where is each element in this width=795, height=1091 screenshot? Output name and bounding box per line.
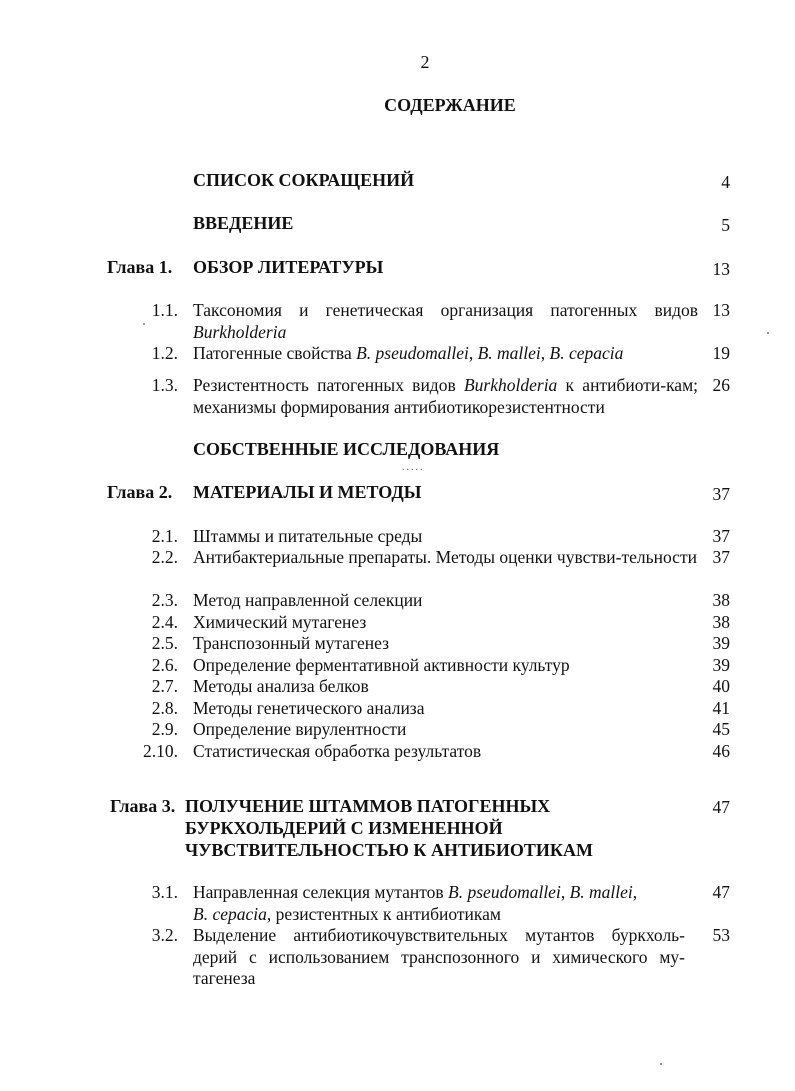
toc-ch2-page: 37 (712, 484, 730, 504)
page-title: СОДЕРЖАНИЕ (384, 95, 516, 115)
toc-2-8-page: 41 (712, 698, 730, 718)
toc-ch3-title-line-2[interactable]: БУРКХОЛЬДЕРИЙ С ИЗМЕНЕННОЙ (185, 818, 503, 838)
toc-2-6-num: 2.6. (151, 655, 178, 675)
toc-2-1-text[interactable]: Штаммы и питательные среды (193, 526, 423, 546)
toc-1-3-text-post: к антибиоти-кам; механизмы формирования антибиотикорезистентности (193, 375, 699, 417)
toc-3-1-text-main: Направленная селекция мутантов (193, 882, 449, 902)
toc-ch3-label: Глава 3. (110, 796, 176, 816)
toc-1-2-species-1: B. pseudomallei (356, 343, 469, 363)
toc-1-3-text-main: Резистентность патогенных видов (193, 375, 464, 395)
toc-2-9-page: 45 (712, 719, 730, 739)
toc-3-1-species-2: B. mallei (569, 882, 633, 902)
toc-1-3-num: 1.3. (151, 375, 178, 395)
toc-3-2-page: 53 (712, 925, 730, 945)
toc-ch3-page: 47 (712, 797, 730, 817)
toc-1-3-text[interactable] (193, 375, 698, 418)
toc-1-2-species-3: B. cepacia (549, 343, 624, 363)
toc-abbrev-page: 4 (721, 172, 730, 192)
toc-2-2-text[interactable]: Антибактериальные препараты. Методы оценки чувстви-тельности (193, 547, 697, 567)
toc-2-4-text[interactable]: Химический мутагенез (193, 612, 367, 632)
toc-2-4-page: 38 (712, 612, 730, 632)
toc-1-2-sep-1: , (468, 343, 478, 363)
toc-1-1-genus: Burkholderia (193, 321, 287, 342)
toc-2-5-page: 39 (712, 633, 730, 653)
toc-1-3-genus: Burkholderia (463, 375, 558, 395)
toc-2-8-num: 2.8. (151, 698, 178, 718)
scan-speck (143, 323, 145, 325)
toc-3-1-species-1: B. pseudomallei (448, 882, 561, 902)
toc-3-2-text[interactable]: Выделение антибиотикочувствительных мутантов буркхоль-дерий с использованием транспозонного и химического му-тагенеза (193, 925, 685, 988)
toc-2-6-text[interactable]: Определение ферментативной активности культур (193, 655, 570, 675)
toc-ch1-title[interactable]: ОБЗОР ЛИТЕРАТУРЫ (193, 257, 384, 277)
toc-3-1-num: 3.1. (151, 882, 178, 902)
toc-2-9-text[interactable]: Определение вирулентности (193, 719, 407, 739)
toc-1-2-text[interactable] (193, 343, 623, 365)
toc-3-1-sep-1: , (560, 882, 570, 902)
toc-2-3-text[interactable]: Метод направленной селекции (193, 590, 423, 610)
toc-3-2-num: 3.2. (151, 925, 178, 945)
toc-abbrev-title[interactable]: СПИСОК СОКРАЩЕНИЙ (193, 170, 415, 190)
toc-2-10-page: 46 (712, 741, 730, 761)
toc-1-2-text-main: Патогенные свойства (193, 343, 357, 363)
toc-2-3-num: 2.3. (151, 590, 178, 610)
decorative-dots: ..... (402, 462, 425, 473)
page-number: 2 (420, 52, 430, 72)
toc-intro-title[interactable]: ВВЕДЕНИЕ (193, 213, 294, 233)
toc-1-1-num: 1.1. (151, 300, 178, 320)
toc-2-9-num: 2.9. (151, 719, 178, 739)
toc-ch2-label: Глава 2. (107, 482, 173, 502)
toc-ch3-title-line-3[interactable]: ЧУВСТВИТЕЛЬНОСТЬЮ К АНТИБИОТИКАМ (185, 840, 593, 860)
toc-1-1-page: 13 (712, 300, 730, 320)
toc-2-2-page: 37 (712, 547, 730, 567)
toc-1-2-sep-2: , (540, 343, 550, 363)
toc-2-7-page: 40 (712, 676, 730, 696)
toc-1-2-num: 1.2. (151, 343, 178, 363)
toc-intro-page: 5 (721, 215, 730, 235)
toc-2-2-num: 2.2. (151, 547, 178, 567)
scan-speck (767, 332, 769, 334)
toc-1-1-text[interactable] (193, 300, 698, 343)
toc-2-5-text[interactable]: Транспозонный мутагенез (193, 633, 390, 653)
toc-2-6-page: 39 (712, 655, 730, 675)
toc-3-1-text[interactable] (193, 882, 683, 925)
toc-2-10-num: 2.10. (143, 741, 178, 761)
toc-1-2-species-2: B. mallei (477, 343, 541, 363)
toc-2-5-num: 2.5. (151, 633, 178, 653)
toc-1-1-text-main: Таксономия и генетическая организация патогенных видов (193, 300, 698, 320)
toc-ch1-page: 13 (712, 259, 730, 279)
toc-1-3-page: 26 (712, 375, 730, 395)
toc-ch3-title-line-1[interactable]: ПОЛУЧЕНИЕ ШТАММОВ ПАТОГЕННЫХ (185, 796, 551, 816)
toc-3-1-sep-2: , (632, 882, 638, 902)
toc-2-7-num: 2.7. (151, 676, 178, 696)
toc-ch1-label: Глава 1. (107, 257, 173, 277)
toc-3-1-species-3: B. cepacia (193, 903, 267, 924)
toc-1-2-page: 19 (712, 343, 730, 363)
scan-speck (660, 1063, 662, 1065)
toc-2-10-text[interactable]: Статистическая обработка результатов (193, 741, 482, 761)
toc-2-1-page: 37 (712, 526, 730, 546)
toc-own-title[interactable]: СОБСТВЕННЫЕ ИССЛЕДОВАНИЯ (193, 439, 500, 459)
toc-2-8-text[interactable]: Методы генетического анализа (193, 698, 425, 718)
toc-2-4-num: 2.4. (151, 612, 178, 632)
toc-ch2-title[interactable]: МАТЕРИАЛЫ И МЕТОДЫ (193, 482, 422, 502)
toc-2-3-page: 38 (712, 590, 730, 610)
toc-3-1-text-post: , резистентных к антибиотикам (266, 903, 501, 924)
toc-3-1-page: 47 (712, 882, 730, 902)
toc-2-1-num: 2.1. (151, 526, 178, 546)
toc-2-7-text[interactable]: Методы анализа белков (193, 676, 369, 696)
